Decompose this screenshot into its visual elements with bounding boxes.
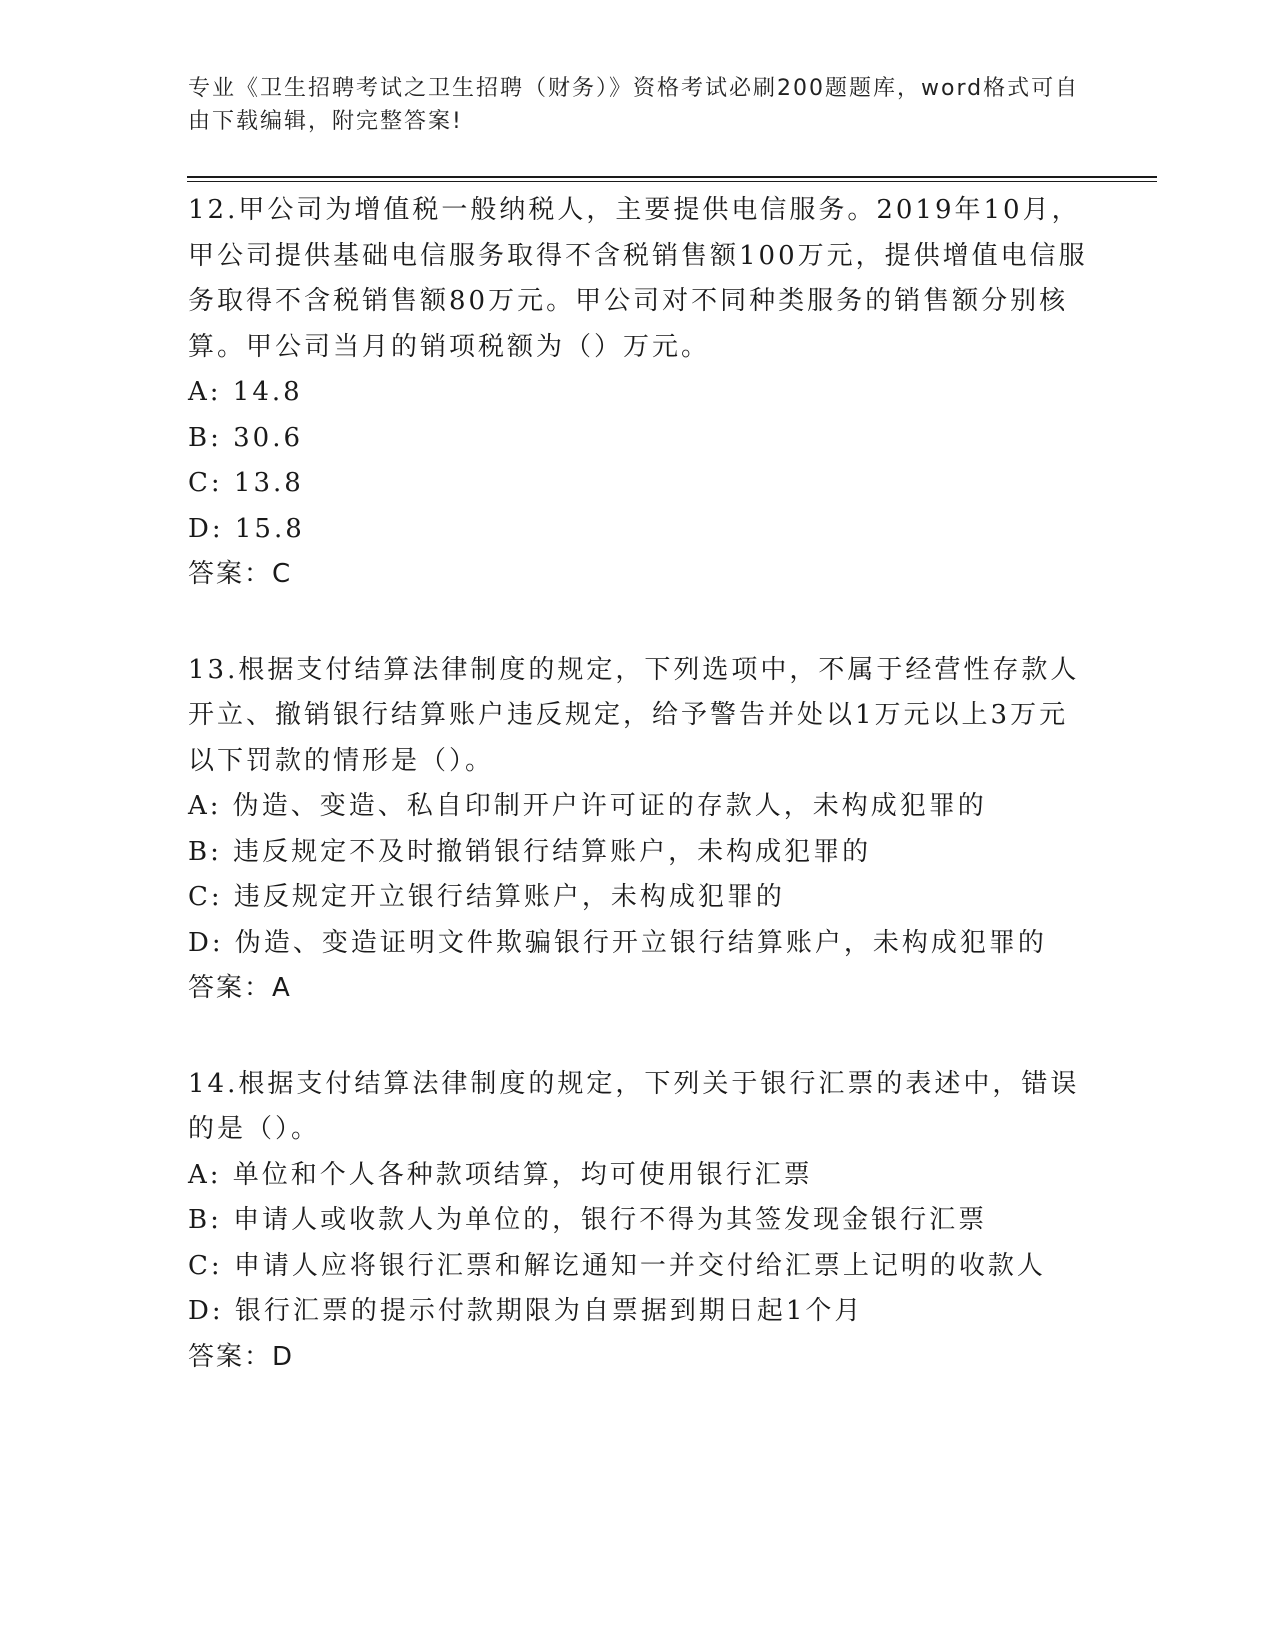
header-divider-thick	[187, 176, 1157, 178]
question-13	[188, 648, 1088, 1012]
question-stem: 13.根据支付结算法律制度的规定，下列选项中，不属于经营性存款人开立、撤销银行结算账户违反规定，给予警告并处以1万元以上3万元以下罚款的情形是（）。	[188, 654, 1080, 776]
option-b: B: 30.6	[188, 422, 304, 453]
option-b: B: 违反规定不及时撤销银行结算账户，未构成犯罪的	[188, 836, 872, 867]
header-divider-thin	[187, 181, 1157, 182]
question-stem: 12.甲公司为增值税一般纳税人，主要提供电信服务。2019年10月，甲公司提供基础电信服务取得不含税销售额100万元，提供增值电信服务取得不含税销售额80万元。甲公司对不同种类服务的销售额分别核算。甲公司当月的销项税额为（）万元。	[188, 195, 1088, 362]
option-d: D: 15.8	[188, 513, 305, 544]
option-c: C: 13.8	[188, 468, 304, 498]
option-a: A: 单位和个人各种款项结算，均可使用银行汇票	[188, 1159, 813, 1190]
question-14	[188, 1062, 1088, 1381]
option-a: A: 14.8	[188, 377, 303, 407]
answer-label: 答案：A	[188, 973, 292, 1003]
option-d: D: 伪造、变造证明文件欺骗银行开立银行结算账户，未构成犯罪的	[188, 927, 1047, 958]
answer-label: 答案：C	[188, 559, 293, 589]
option-d: D: 银行汇票的提示付款期限为自票据到期日起1个月	[188, 1296, 864, 1326]
option-a: A: 伪造、变造、私自印制开户许可证的存款人，未构成犯罪的	[188, 791, 987, 821]
question-list	[188, 188, 1088, 1430]
question-stem: 14.根据支付结算法律制度的规定，下列关于银行汇票的表述中，错误的是（）。	[188, 1068, 1080, 1144]
option-b: B: 申请人或收款人为单位的，银行不得为其签发现金银行汇票	[188, 1205, 988, 1235]
answer-label: 答案：D	[188, 1341, 295, 1372]
page-header: 专业《卫生招聘考试之卫生招聘（财务）》资格考试必刷200题题库，word格式可自由下载编辑，附完整答案!	[188, 76, 1080, 134]
question-12	[188, 188, 1088, 598]
option-c: C: 违反规定开立银行结算账户，未构成犯罪的	[188, 882, 785, 912]
option-c: C: 申请人应将银行汇票和解讫通知一并交付给汇票上记明的收款人	[188, 1250, 1046, 1281]
